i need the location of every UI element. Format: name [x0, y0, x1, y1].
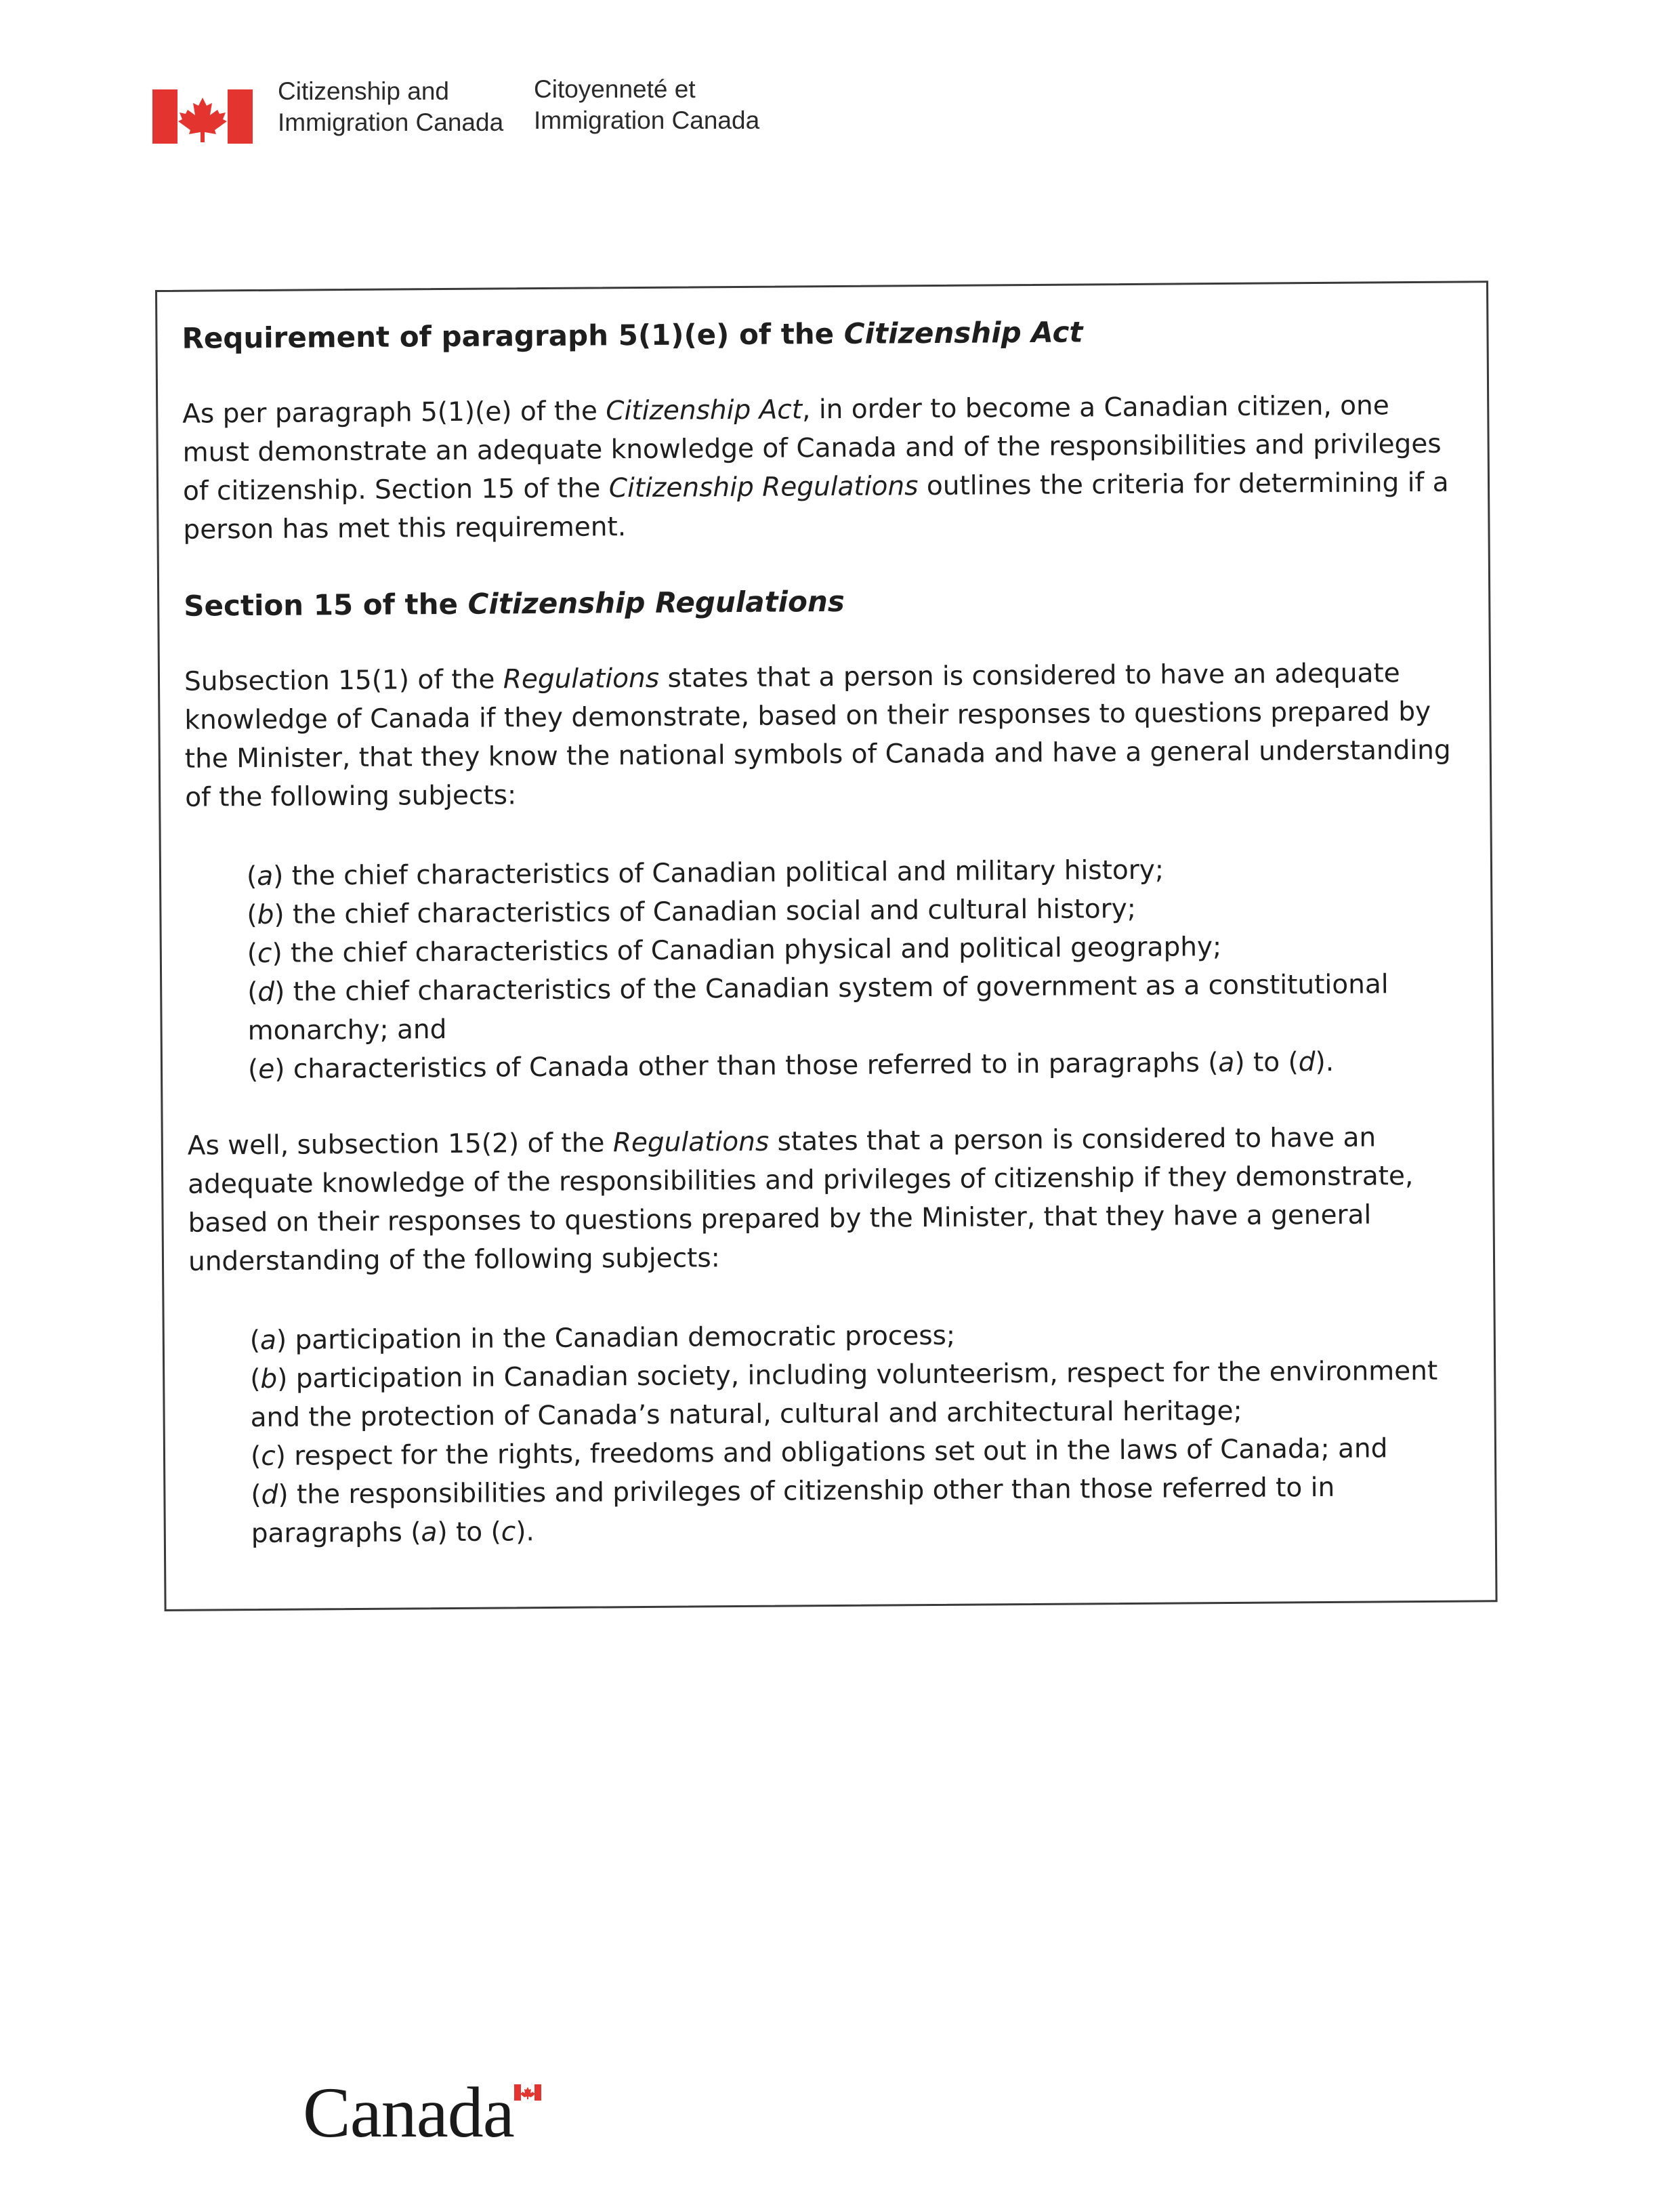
paragraph-text: As well, subsection 15(2) of the [187, 1128, 614, 1161]
list-item-letter: c [261, 1441, 276, 1472]
canada-flag-icon [514, 2084, 541, 2101]
canada-flag-icon [152, 89, 253, 144]
heading-text: Section 15 of the [184, 587, 468, 623]
department-name-french-line1: Citoyenneté et [534, 75, 696, 103]
list-item-text: participation in the Canadian democratic process; [287, 1320, 956, 1356]
paragraph-subsection-15-1 [184, 654, 1459, 817]
list-item-text: respect for the rights, freedoms and obligations set out in the laws of Canada; and [285, 1433, 1388, 1472]
paragraph-text: Subsection 15(1) of the [184, 664, 503, 697]
list-item-text: ) to ( [1234, 1047, 1299, 1078]
list-item: (b) the chief characteristics of Canadian social and cultural history; [247, 893, 1137, 931]
list-item-letter: d [261, 1479, 278, 1510]
list-item-text: the chief characteristics of the Canadian system of government as a constitutional monarchy; and [247, 969, 1389, 1047]
department-name-french-line2: Immigration Canada [534, 106, 760, 134]
heading-italic-text: Citizenship Regulations [467, 584, 845, 621]
list-item-letter: a [257, 861, 274, 892]
department-name-french [534, 74, 759, 136]
paragraph-text: , in order to become a Canadian citizen, one must demonstrate an adequate knowledge of Canada and of the responsibilities and privileges of citizenship. Section 15 of the [182, 390, 1442, 507]
canada-wordmark [303, 2072, 547, 2153]
list-item-letter: a [259, 1325, 277, 1356]
list-item-text: the chief characteristics of Canadian social and cultural history; [284, 893, 1137, 930]
requirements-content [182, 310, 1464, 1554]
paragraph-italic-text: Citizenship Regulations [608, 471, 919, 504]
paragraph-text: states that a person is considered to have an adequate knowledge of the responsibilities and privileges of citizenship if they demonstrate, based on their responses to questions prepared by the Minister, that they have a general understanding of the following subjects: [188, 1122, 1414, 1277]
paragraph-italic-text: Citizenship Act [606, 394, 803, 427]
knowledge-of-canada-list [186, 849, 1461, 1090]
list-item: (c) respect for the rights, freedoms and obligations set out in the laws of Canada; and [250, 1433, 1388, 1472]
list-item: (d) the responsibilities and privileges of citizenship other than those referred to in paragraphs (a) to (c). [251, 1472, 1335, 1550]
paragraph-text: As per paragraph 5(1)(e) of the [182, 396, 606, 430]
paragraph-requirement [182, 386, 1457, 550]
list-item: (b) participation in Canadian society, including volunteerism, respect for the environment and the protection of Canada’s natural, cultural and architectural heritage; [250, 1355, 1438, 1434]
paragraph-text: states that a person is considered to have an adequate knowledge of Canada if they demonstrate, based on their responses to questions prepared by the Minister, that they know the national symbols of Canada and have a general understanding of the following subjects: [184, 658, 1451, 813]
paragraph-text: outlines the criteria for determining if a person has met this requirement. [183, 467, 1449, 545]
list-item: (e) characteristics of Canada other than those referred to in paragraphs (a) to (d). [247, 1046, 1335, 1086]
list-item-reference: a [1218, 1047, 1235, 1079]
department-name-english-line1: Citizenship and [278, 77, 449, 105]
requirements-box [155, 281, 1498, 1611]
list-item-text: ). [516, 1516, 535, 1548]
list-item-letter: b [257, 899, 274, 930]
list-item-text: ) to ( [437, 1516, 501, 1548]
list-item-reference: a [421, 1517, 438, 1548]
list-item-letter: d [257, 976, 275, 1008]
responsibilities-list [189, 1313, 1464, 1554]
list-item: (c) the chief characteristics of Canadian physical and political geography; [247, 932, 1222, 970]
list-item-text: the responsibilities and privileges of citizenship other than those referred to in paragraphs ( [251, 1472, 1335, 1550]
paragraph-italic-text: Regulations [503, 663, 660, 695]
list-item: (a) participation in the Canadian democratic process; [249, 1320, 956, 1357]
list-item-letter: b [260, 1363, 278, 1395]
list-item-letter: c [257, 938, 272, 969]
list-item: (a) the chief characteristics of Canadian political and military history; [246, 854, 1164, 892]
department-name-english [278, 76, 503, 138]
heading-italic-text: Citizenship Act [843, 315, 1083, 350]
list-item-text: participation in Canadian society, including volunteerism, respect for the environment and the protection of Canada’s natural, cultural and architectural heritage; [250, 1355, 1438, 1434]
canada-wordmark-text: Canada [303, 2073, 514, 2152]
list-item-reference: c [501, 1516, 516, 1548]
department-name-english-line2: Immigration Canada [278, 108, 504, 136]
list-item-text: ). [1315, 1046, 1335, 1078]
list-item-reference: d [1298, 1047, 1316, 1078]
list-item: (d) the chief characteristics of the Canadian system of government as a constitutional monarchy; and [247, 969, 1389, 1047]
list-item-text: the chief characteristics of Canadian political and military history; [283, 854, 1164, 892]
heading-text: Requirement of paragraph 5(1)(e) of the [182, 316, 844, 355]
paragraph-italic-text: Regulations [612, 1126, 770, 1159]
list-item-text: characteristics of Canada other than those referred to in paragraphs ( [285, 1048, 1219, 1085]
paragraph-subsection-15-2 [188, 1118, 1463, 1281]
list-item-text: the chief characteristics of Canadian physical and political geography; [282, 932, 1222, 969]
list-item-letter: e [258, 1054, 275, 1085]
